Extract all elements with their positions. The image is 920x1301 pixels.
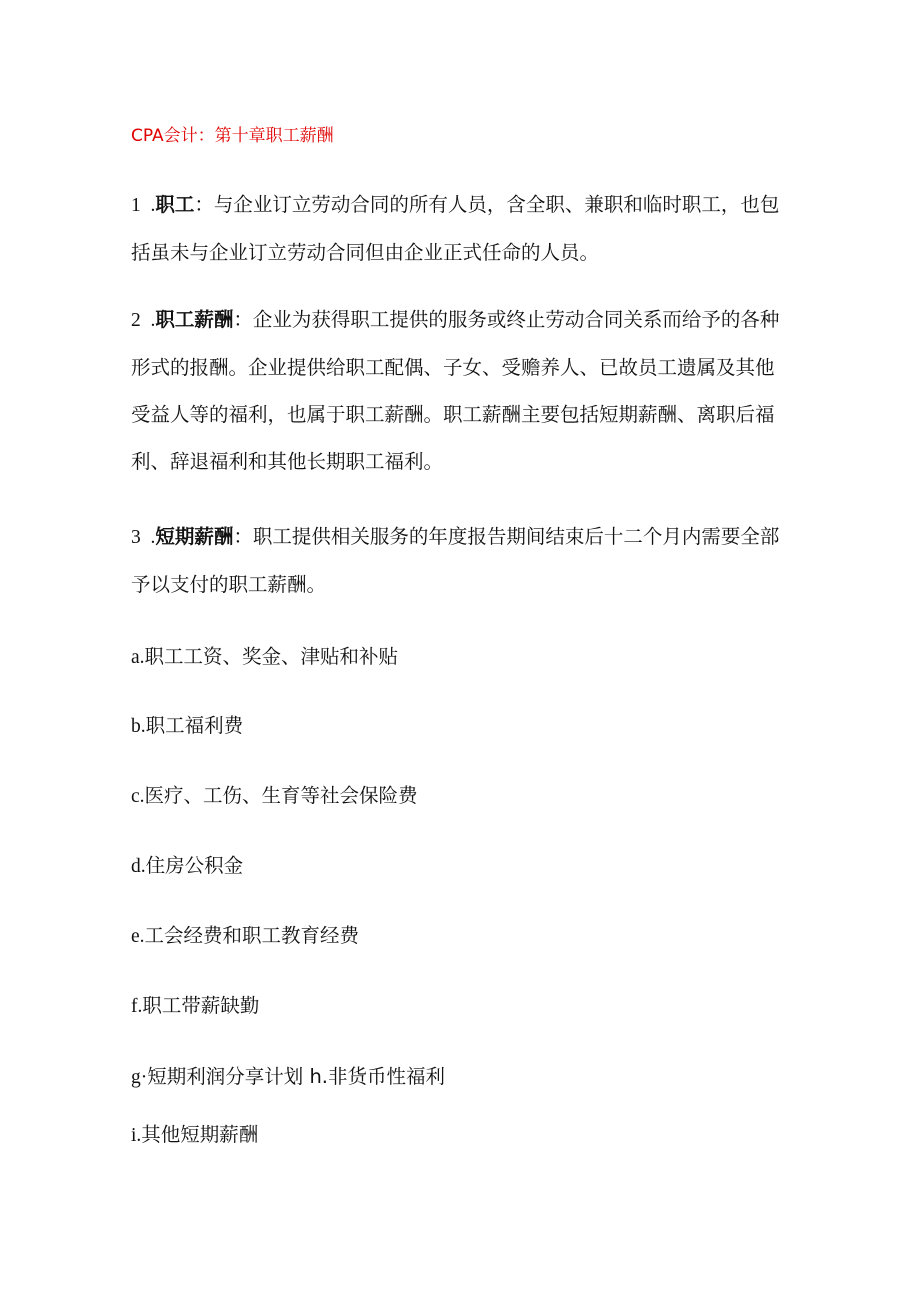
definition-paragraph-employee — [131, 181, 793, 276]
list-item-marker: i. — [131, 1125, 142, 1146]
list-item-text: 医疗、工伤、生育等社会保险费 — [144, 784, 418, 807]
definition-text: 企业为获得职工提供的服务或终止劳动合同关系而给予的各种形式的报酬。企业提供给职工配偶、子女、受赡养人、已故员工遗属及其他受益人等的福利，也属于职工薪酬。职工薪酬主要包括短期薪酬、离职后福利、辞退福利和其他长期职工福利。 — [131, 308, 780, 473]
paragraph-number-separator: . — [140, 310, 156, 331]
paragraph-number: 1 — [131, 195, 141, 216]
list-item-text: 住房公积金 — [145, 854, 244, 877]
defined-term: 短期薪酬 — [155, 525, 234, 548]
list-item — [131, 644, 398, 671]
list-item-text: 职工工资、奖金、津贴和补贴 — [144, 645, 399, 668]
defined-term: 职工 — [155, 193, 195, 216]
term-colon: ： — [233, 525, 253, 548]
definition-paragraph-short-term-compensation — [131, 513, 793, 608]
list-item — [131, 923, 359, 950]
list-item — [131, 1122, 258, 1149]
list-item — [131, 993, 259, 1020]
list-item-text: 职工带薪缺勤 — [142, 994, 260, 1017]
list-item-marker: g· — [131, 1067, 148, 1088]
paragraph-number: 2 — [131, 310, 141, 331]
definition-paragraph-compensation — [131, 296, 793, 485]
list-item-text: 短期利润分享计划 h.非货币性福利 — [147, 1065, 446, 1088]
list-item-text: 工会经费和职工教育经费 — [144, 924, 360, 947]
paragraph-number: 3 — [131, 527, 141, 548]
definition-text: 职工提供相关服务的年度报告期间结束后十二个月内需要全部予以支付的职工薪酬。 — [131, 525, 780, 596]
list-item-marker: f. — [131, 996, 143, 1017]
definition-text: 与企业订立劳动合同的所有人员，含全职、兼职和临时职工，也包括虽未与企业订立劳动合同但由企业正式任命的人员。 — [131, 193, 780, 264]
list-item — [131, 1064, 445, 1091]
list-item — [131, 713, 243, 740]
list-item-text: 职工福利费 — [145, 714, 244, 737]
term-colon: ： — [233, 308, 253, 331]
term-colon: ： — [194, 193, 214, 216]
defined-term: 职工薪酬 — [155, 308, 234, 331]
paragraph-number-separator: . — [140, 195, 156, 216]
list-item-marker: b. — [131, 716, 146, 737]
list-item — [131, 783, 418, 810]
list-item-marker: a. — [131, 647, 145, 668]
document-title: CPA会计：第十章职工薪酬 — [131, 126, 334, 146]
list-item-marker: d. — [131, 856, 146, 877]
list-item — [131, 853, 243, 880]
list-item-marker: c. — [131, 786, 145, 807]
paragraph-number-separator: . — [140, 527, 156, 548]
list-item-text: 其他短期薪酬 — [141, 1123, 259, 1146]
list-item-marker: e. — [131, 926, 145, 947]
